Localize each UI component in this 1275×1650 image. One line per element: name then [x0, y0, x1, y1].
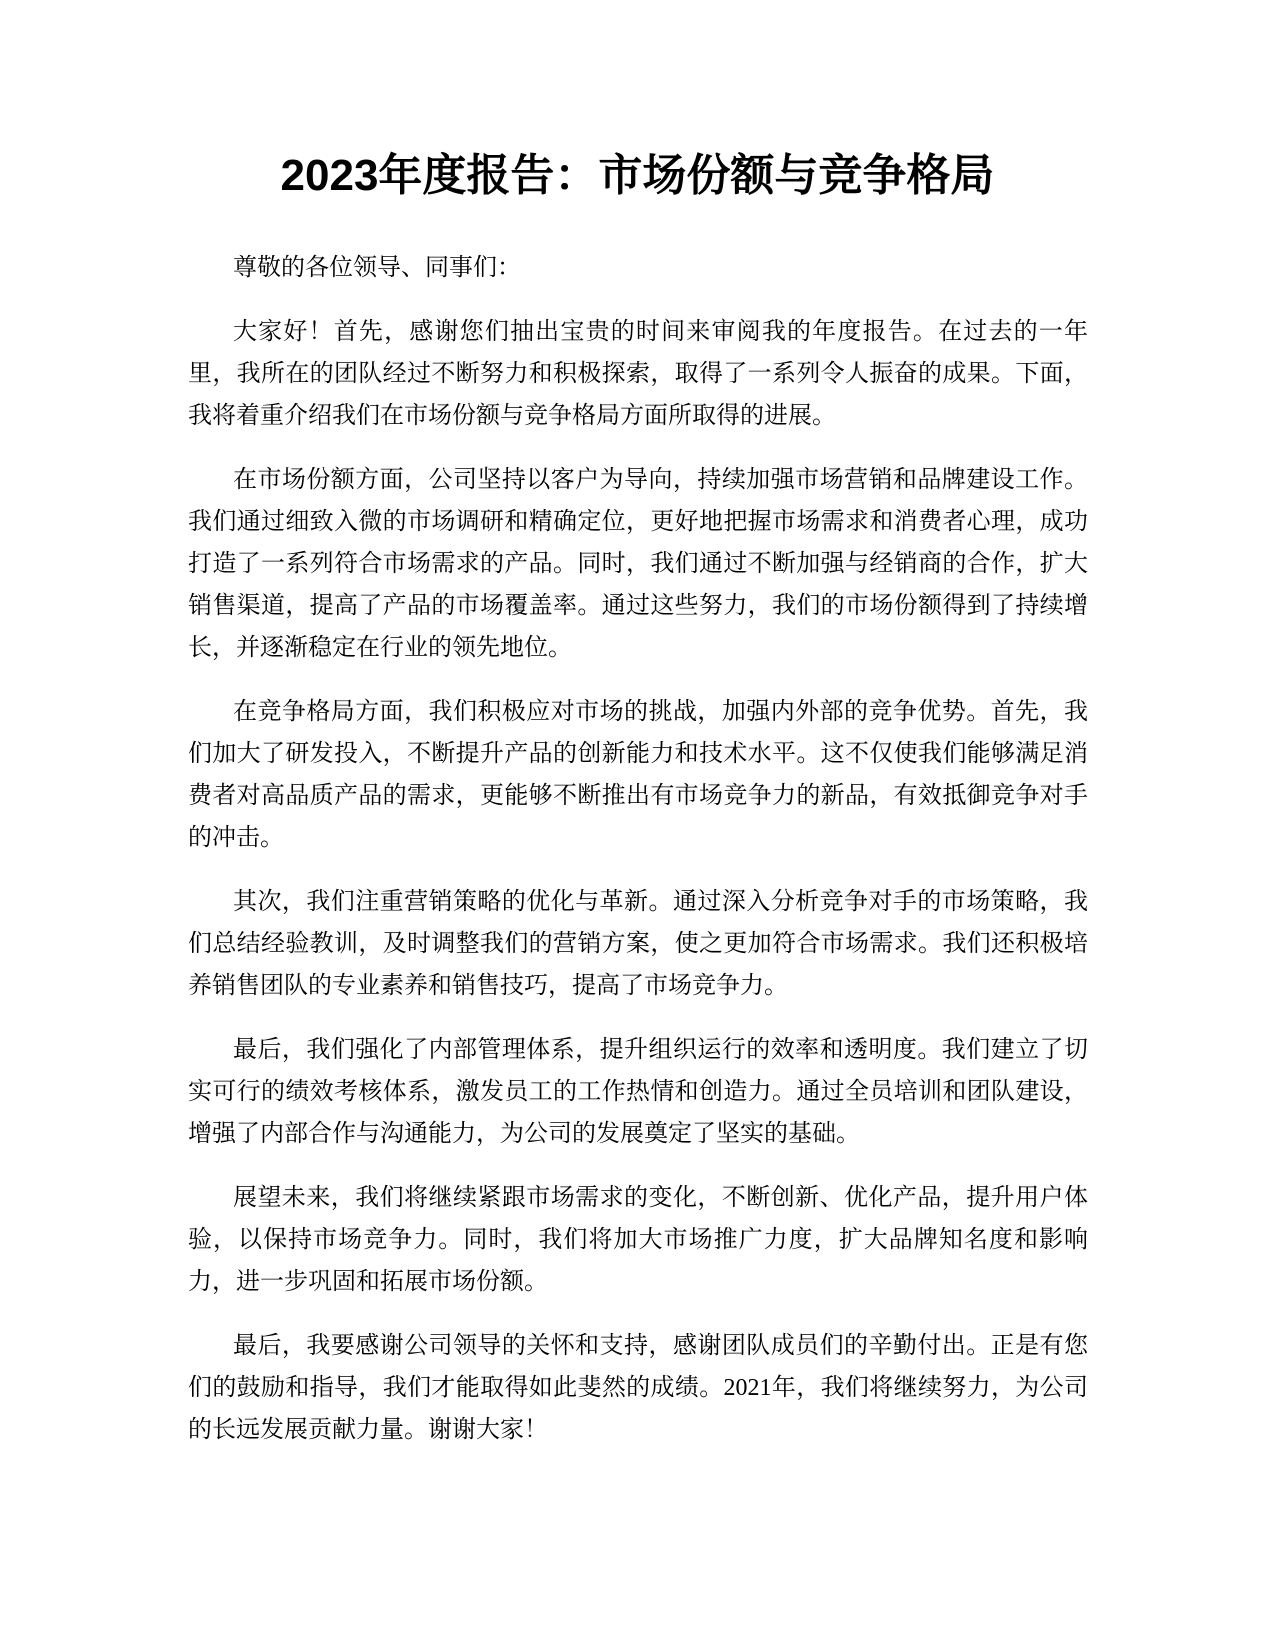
paragraph-outlook: 展望未来，我们将继续紧跟市场需求的变化，不断创新、优化产品，提升用户体验，以保持市场竞争力。同时，我们将加大市场推广力度，扩大品牌知名度和影响力，进一步巩固和拓展市场份额。 [188, 1185, 1088, 1295]
paragraph-management: 最后，我们强化了内部管理体系，提升组织运行的效率和透明度。我们建立了切实可行的绩效考核体系，激发员工的工作热情和创造力。通过全员培训和团队建设，增强了内部合作与沟通能力，为公司的发展奠定了坚实的基础。 [188, 1037, 1088, 1147]
paragraph-marketing: 其次，我们注重营销策略的优化与革新。通过深入分析竞争对手的市场策略，我们总结经验教训，及时调整我们的营销方案，使之更加符合市场需求。我们还积极培养销售团队的专业素养和销售技巧，提高了市场竞争力。 [188, 889, 1088, 999]
paragraph-closing: 最后，我要感谢公司领导的关怀和支持，感谢团队成员们的辛勤付出。正是有您们的鼓励和指导，我们才能取得如此斐然的成绩。2021年，我们将继续努力，为公司的长远发展贡献力量。谢谢大家！ [188, 1333, 1088, 1443]
document-body [188, 247, 1088, 1473]
paragraph-competition: 在竞争格局方面，我们积极应对市场的挑战，加强内外部的竞争优势。首先，我们加大了研发投入，不断提升产品的创新能力和技术水平。这不仅使我们能够满足消费者对高品质产品的需求，更能够不断推出有市场竞争力的新品，有效抵御竞争对手的冲击。 [188, 699, 1088, 851]
document-title: 2023年度报告：市场份额与竞争格局 [280, 151, 995, 200]
paragraph-market-share: 在市场份额方面，公司坚持以客户为导向，持续加强市场营销和品牌建设工作。我们通过细致入微的市场调研和精确定位，更好地把握市场需求和消费者心理，成功打造了一系列符合市场需求的产品。同时，我们通过不断加强与经销商的合作，扩大销售渠道，提高了产品的市场覆盖率。通过这些努力，我们的市场份额得到了持续增长，并逐渐稳定在行业的领先地位。 [188, 467, 1088, 661]
salutation: 尊敬的各位领导、同事们： [233, 255, 521, 281]
paragraph-intro: 大家好！首先，感谢您们抽出宝贵的时间来审阅我的年度报告。在过去的一年里，我所在的团队经过不断努力和积极探索，取得了一系列令人振奋的成果。下面，我将着重介绍我们在市场份额与竞争格局方面所取得的进展。 [188, 319, 1088, 429]
